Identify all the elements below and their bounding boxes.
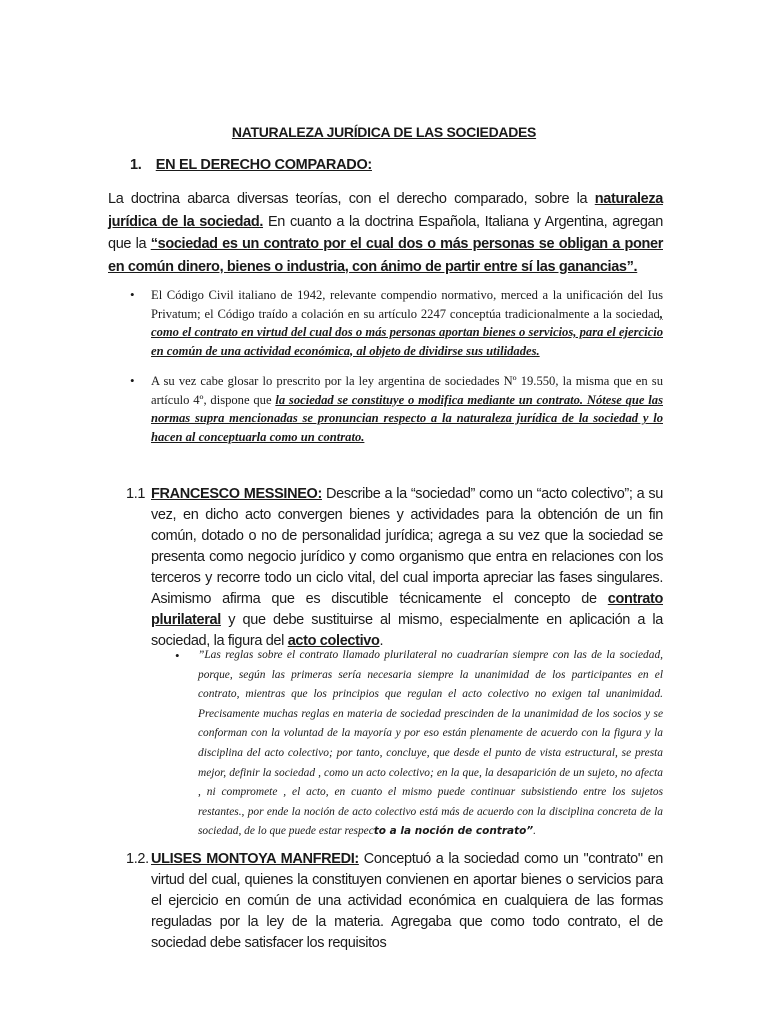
section-number: 1. — [130, 157, 142, 173]
section-1-2-number: 1.2. — [126, 851, 149, 867]
section-1-2-body — [126, 849, 663, 954]
intro-text-2: En cuanto a la doctrina Española, Italiana y Argentina, agregan que la — [108, 213, 663, 252]
section-1-1 — [126, 484, 663, 652]
quote-end: . — [533, 825, 536, 838]
bullet-emphasis: la sociedad se constituye o modifica mediante un contrato. Nótese que las normas supra mencionadas se pronuncian respecto a la naturaleza jurídica de la sociedad y lo hacen al conceptuarla como un contrato. — [151, 392, 663, 444]
intro-emphasis-1: naturaleza jurídica de la sociedad. — [108, 191, 663, 230]
quote-list — [175, 646, 663, 842]
intro-emphasis-2: “sociedad es un contrato por el cual dos o más personas se obligan a poner en común dinero, bienes o industria, con ánimo de partir entre sí las ganancias”. — [108, 236, 663, 275]
section-1-1-number: 1.1 — [126, 486, 146, 502]
intro-text-1: La doctrina abarca diversas teorías, con el derecho comparado, sobre la — [108, 191, 595, 207]
bullet-emphasis: , como el contrato en virtud del cual dos o más personas aportan bienes o servicios, para el ejercicio en común de una actividad económica, al objeto de dividirse sus utilidades. — [151, 306, 663, 358]
section-heading — [130, 157, 372, 173]
document-title: NATURALEZA JURÍDICA DE LAS SOCIEDADES — [231, 124, 537, 140]
bullet-text: A su vez cabe glosar lo prescrito por la ley argentina de sociedades Nº 19.550, la misma que en su artículo 4º, dispone que — [151, 374, 663, 407]
author-name: ULISES MONTOYA MANFREDI: — [151, 851, 359, 867]
section-text: Describe a la “sociedad” como un “acto colectivo”; a su vez, en dicho acto convergen bienes y actividades para la obtención de un fin común, dotado o no de personalidad jurídica; agrega a su vez que la sociedad se presenta como negocio jurídico y como organismo que entra en relaciones con los terceros y recorre todo un ciclo vital, del cual importa apreciar las fases singulares. Asimismo afirma que es discutible técnicamente el concepto de — [151, 486, 663, 607]
list-item — [130, 286, 663, 360]
list-item — [130, 372, 663, 446]
bullet-text: El Código Civil italiano de 1942, relevante compendio normativo, merced a la unificación del Ius Privatum; el Código traído a colación en su artículo 2247 conceptúa tradicionalmente a la sociedad — [151, 288, 663, 321]
section-title: EN EL DERECHO COMPARADO: — [155, 157, 372, 173]
keyword-acto-colectivo: acto colectivo — [287, 633, 380, 649]
section-text: . — [379, 633, 384, 649]
section-1-1-body — [126, 484, 663, 652]
author-name: FRANCESCO MESSINEO: — [151, 486, 322, 502]
quote-text: ”Las reglas sobre el contrato llamado plurilateral no cuadrarían siempre con las de la sociedad, porque, según las primeras sería necesaria siempre la unanimidad de los participantes en el contrato, mientras que los principios que regulan el acto colectivo no exigen tal unanimidad. Precisamente muchas reglas en materia de sociedad prescinden de la unanimidad de los socios y se conforman con la voluntad de la mayoría y por eso están plenamente de acuerdo con la figura y la disciplina del acto colectivo; por tanto, concluye, que desde el punto de vista estructural, se presta mejor, definir la sociedad , como un acto colectivo; en la que, la desaparición de un sujeto, no afecta , ni compromete , el acto, en cuanto el mismo puede continuar subsistiendo entre los sujetos restantes., por ende la noción de acto colectivo está más de acuerdo con la disciplina concreta de la sociedad, de lo que puede estar respec — [198, 649, 663, 838]
bullet-list-1 — [130, 286, 663, 360]
quote-block — [175, 646, 663, 842]
keyword-contrato-plurilateral: contrato plurilateral — [151, 591, 663, 628]
section-text: y que debe sustituirse al mismo, especialmente en aplicación a la sociedad, la figura del — [151, 612, 663, 649]
section-text: Conceptuó a la sociedad como un "contrato" en virtud del cual, quienes la constituyen convienen en aportar bienes o servicios para el ejercicio en común de una actividad económica en cualquiera de las formas reguladas por la ley de la materia. Agregaba que como todo contrato, el de sociedad debe satisfacer los requisitos — [151, 851, 663, 951]
bullet-list-2 — [130, 372, 663, 446]
intro-paragraph — [108, 188, 663, 278]
quote-tail: to a la noción de contrato” — [373, 825, 534, 838]
section-1-2 — [126, 849, 663, 954]
